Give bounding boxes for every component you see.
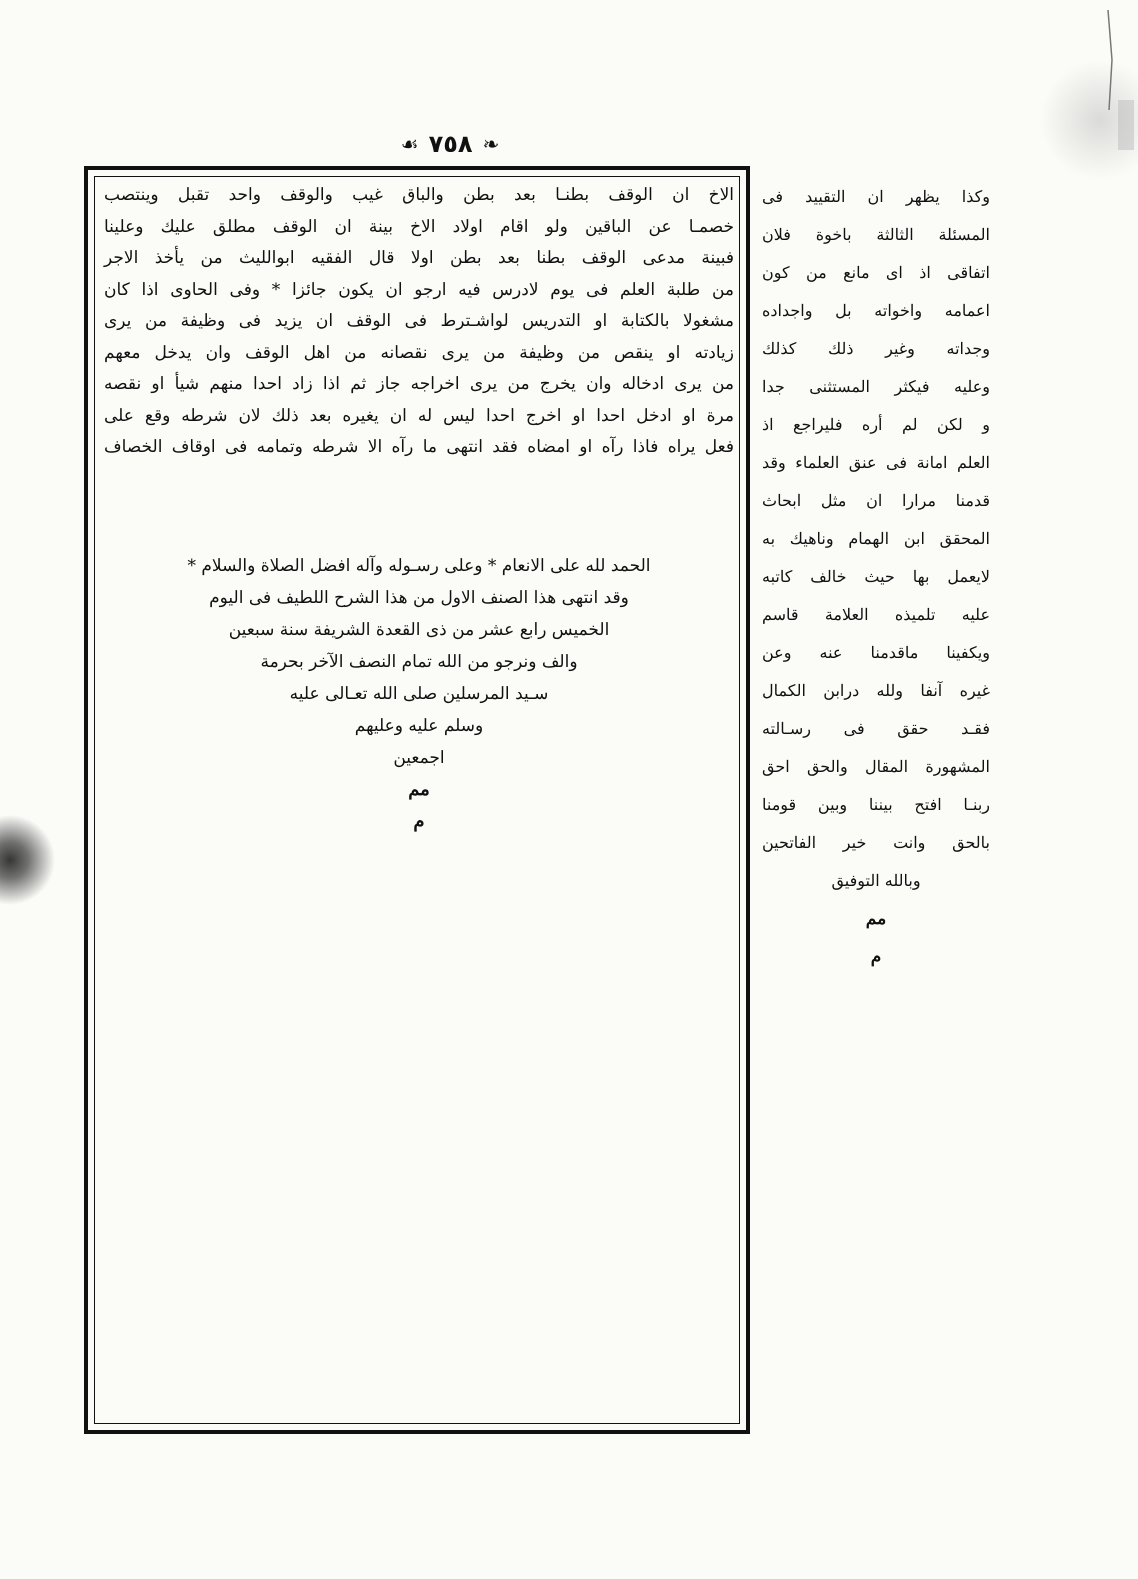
margin-line: عليه تلميذه العلامة قاسم: [762, 605, 990, 624]
main-body-text: [104, 180, 734, 464]
margin-line: و لكن لم أره فليراجع اذ: [762, 415, 990, 434]
header-ornament-left: ☙: [400, 132, 419, 156]
margin-line: وعليه فيكثر المستثنى جدا: [762, 377, 990, 396]
margin-line: ويكفينا ماقدمنا عنه وعن: [762, 643, 990, 662]
main-line: فعل يراه فاذا رآه او امضاه فقد انتهى ما رآه الا شرطه وتمامه فى اوقاف الخصاف: [104, 437, 734, 457]
margin-line: غيره آنفا ولله درابن الكمال: [762, 681, 990, 700]
margin-line: العلم امانة فى عنق العلماء وقد: [762, 453, 990, 472]
colophon: [104, 550, 734, 838]
margin-line: وكذا يظهر ان التقييد فى: [762, 187, 990, 206]
main-line: من طلبة العلم فى يوم لادرس فيه ارجو ان يكون جائزا * وفى الحاوى اذا كان: [104, 279, 734, 300]
margin-end-mark: م: [870, 947, 882, 967]
page-number: ٧٥٨: [428, 130, 473, 158]
scan-edge-artifact: [1100, 0, 1138, 200]
main-line: خصمـا عن الباقين ولو اقام اولاد الاخ بينة ان الوقف مطلق عليك وعلينا: [104, 216, 734, 237]
margin-line: المسئلة الثالثة باخوة فلان: [762, 225, 990, 244]
margin-line: اتفاقى اذ اى مانع من كون: [762, 263, 990, 282]
margin-closing-line: وبالله التوفيق: [831, 871, 921, 890]
colophon-line: وقد انتهى هذا الصنف الاول من هذا الشرح اللطيف فى اليوم: [209, 588, 629, 608]
margin-line: وجداته وغير ذلك كذلك: [762, 339, 990, 358]
colophon-line: اجمعين: [393, 748, 445, 768]
colophon-end-mark: م: [413, 811, 425, 832]
colophon-end-mark: مم: [408, 779, 430, 800]
main-line: مرة او ادخل احدا او اخرج احدا ليس له ان يغيره بعد ذلك لان شرطه وقع على: [104, 405, 734, 426]
main-line: فبينة مدعى الوقف بطنا بعد بطن اولا قال الفقيه ابوالليث من يأخذ الاجر: [104, 248, 734, 268]
margin-line: ربنـا افتح بيننا وبين قومنا: [762, 795, 990, 814]
margin-line: لايعمل بها حيث خالف كاتبه: [762, 567, 990, 586]
margin-line: المشهورة المقال والحق احق: [762, 757, 990, 776]
colophon-line: الخميس رابع عشر من ذى القعدة الشريفة سنة سبعين: [228, 620, 610, 640]
margin-commentary: [762, 178, 990, 976]
main-line: الاخ ان الوقف بطنـا بعد بطن والباق غيب والوقف واحد تقبل وينتصب: [104, 185, 734, 205]
margin-line: المحقق ابن الهمام وناهيك به: [762, 529, 990, 548]
colophon-line: سـيد المرسلين صلى الله تعـالى عليه: [289, 684, 549, 704]
colophon-line: والف ونرجو من الله تمام النصف الآخر بحرمة: [260, 652, 578, 672]
main-line: زيادته او ينقص من وظيفة من يرى نقصانه من اهل الوقف وان يدخل معهم: [104, 342, 734, 363]
colophon-line: الحمد لله على الانعام * وعلى رسـوله وآله افضل الصلاة والسلام *: [187, 556, 651, 576]
margin-line: بالحق وانت خير الفاتحين: [762, 833, 990, 852]
page-header: [360, 126, 540, 162]
main-line: من يرى ادخاله وان يخرج من يرى اخراجه جاز ثم اذا زاد احدا منهم شيأ او نقصه: [104, 374, 734, 394]
header-ornament-right: ❧: [482, 132, 500, 156]
margin-line: فقـد حقق فى رسـالته: [762, 719, 990, 738]
colophon-line: وسلم عليه وعليهم: [354, 716, 484, 736]
margin-line: قدمنا مرارا ان مثل ابحاث: [762, 491, 990, 510]
margin-end-mark: مم: [865, 909, 887, 929]
margin-line: اعمامه واخواته بل واجداده: [762, 301, 990, 320]
main-line: مشغولا بالكتابة او التدريس لواشـترط فى الوقف ان يزيد فى وظيفة من يرى: [104, 311, 734, 331]
